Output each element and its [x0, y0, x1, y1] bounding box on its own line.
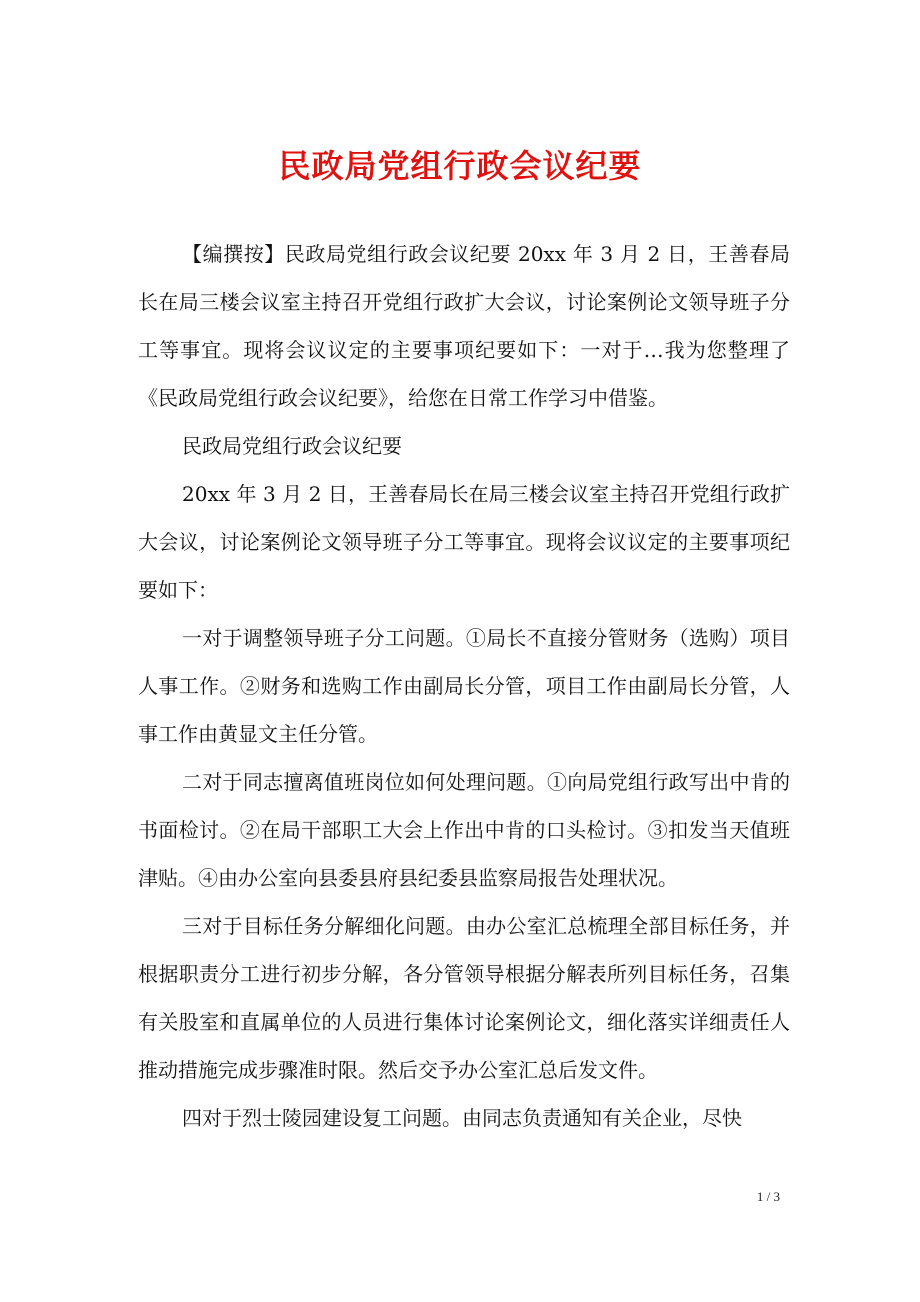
- paragraph-editor-note: 【编撰按】民政局党组行政会议纪要 20xx 年 3 月 2 日，王善春局长在局三楼会议室主持召开党组行政扩大会议，讨论案例论文领导班子分工等事宜。现将会议议定的主要事项纪要如下：一对于…我为您整理了《民政局党组行政会议纪要》，给您在日常工作学习中借鉴。: [138, 242, 790, 410]
- paragraph-intro: 20xx 年 3 月 2 日，王善春局长在局三楼会议室主持召开党组行政扩大会议，讨论案例论文领导班子分工等事宜。现将会议议定的主要事项纪要如下：: [138, 482, 790, 602]
- document-body: [138, 230, 790, 1142]
- paragraph-item-2: 二对于同志擅离值班岗位如何处理问题。①向局党组行政写出中肯的书面检讨。②在局干部职工大会上作出中肯的口头检讨。③扣发当天值班津贴。④由办公室向县委县府县纪委县监察局报告处理状况。: [138, 770, 790, 890]
- paragraph-item-4: 四对于烈士陵园建设复工问题。由同志负责通知有关企业，尽快: [182, 1106, 742, 1130]
- document-title: 民政局党组行政会议纪要: [278, 147, 642, 185]
- paragraph-item-1: 一对于调整领导班子分工问题。①局长不直接分管财务（选购）项目人事工作。②财务和选购工作由副局长分管，项目工作由副局长分管，人事工作由黄显文主任分管。: [138, 626, 790, 746]
- paragraph-subtitle: 民政局党组行政会议纪要: [182, 434, 402, 458]
- page-number: 1 / 3: [756, 1189, 780, 1204]
- paragraph-item-3: 三对于目标任务分解细化问题。由办公室汇总梳理全部目标任务，并根据职责分工进行初步分解，各分管领导根据分解表所列目标任务，召集有关股室和直属单位的人员进行集体讨论案例论文，细化落实详细责任人推动措施完成步骤准时限。然后交予办公室汇总后发文件。: [138, 914, 790, 1082]
